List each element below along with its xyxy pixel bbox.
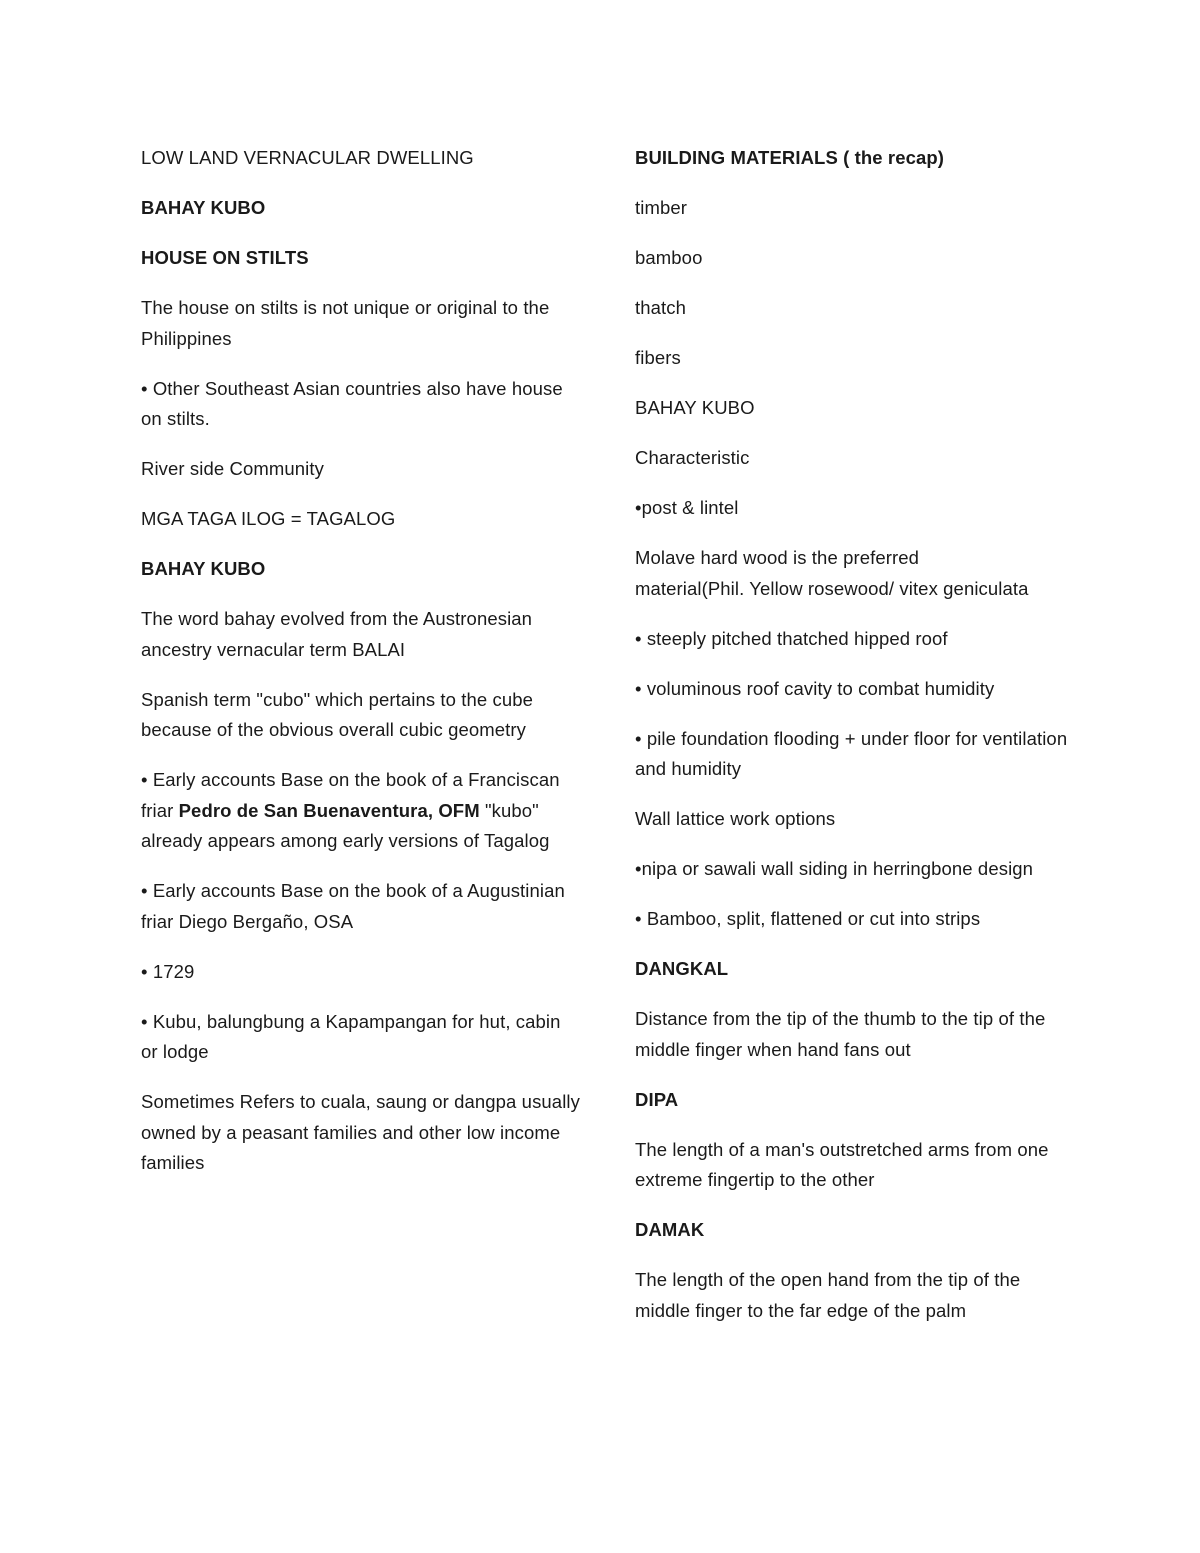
material-fibers: fibers bbox=[635, 347, 681, 368]
heading-building-materials: BUILDING MATERIALS ( the recap) bbox=[635, 147, 945, 168]
paragraph-wall-lattice: Wall lattice work options bbox=[635, 808, 836, 829]
material-timber: timber bbox=[635, 197, 687, 218]
bullet-kubu: • Kubu, balungbung a Kapampangan for hut, cabin or lodge bbox=[141, 1010, 561, 1062]
bullet-post-lintel: •post & lintel bbox=[635, 497, 739, 518]
heading-bahay-kubo: BAHAY KUBO bbox=[141, 197, 266, 218]
bullet-franciscan-friar bbox=[141, 765, 581, 857]
paragraph-molave-line-1: Molave hard wood is the preferred bbox=[635, 547, 920, 568]
heading-dipa: DIPA bbox=[635, 1088, 679, 1110]
paragraph-taga-ilog: MGA TAGA ILOG = TAGALOG bbox=[141, 508, 396, 529]
heading-house-on-stilts: HOUSE ON STILTS bbox=[141, 247, 309, 268]
material-thatch: thatch bbox=[635, 297, 686, 318]
bullet-voluminous-roof: • voluminous roof cavity to combat humidity bbox=[635, 677, 995, 699]
bullet-nipa-sawali: •nipa or sawali wall siding in herringbone design bbox=[635, 858, 1034, 879]
bullet-steeply-pitched: • steeply pitched thatched hipped roof bbox=[635, 627, 948, 649]
paragraph-molave bbox=[635, 543, 1075, 604]
bullet-franciscan-text-start: • Early accounts Base on the book of a Franciscan friar bbox=[141, 769, 560, 821]
heading-low-land-dwelling: LOW LAND VERNACULAR DWELLING bbox=[141, 147, 474, 168]
heading-bahay-kubo-2: BAHAY KUBO bbox=[141, 558, 266, 579]
bullet-augustinian-friar: • Early accounts Base on the book of a Augustinian friar Diego Bergaño, OSA bbox=[141, 880, 565, 932]
heading-damak: DAMAK bbox=[635, 1219, 705, 1240]
bullet-pile-foundation: • pile foundation flooding + under floor for ventilation and humidity bbox=[635, 727, 1068, 779]
bullet-year-1729: • 1729 bbox=[141, 960, 195, 982]
heading-bahay-kubo-right: BAHAY KUBO bbox=[635, 397, 755, 418]
paragraph-spanish-term: Spanish term "cubo" which pertains to the cube because of the obvious overall cubic geometry bbox=[141, 688, 534, 740]
paragraph-word-bahay: The word bahay evolved from the Austronesian ancestry vernacular term BALAI bbox=[141, 608, 533, 660]
paragraph-sometimes-refers: Sometimes Refers to cuala, saung or dangpa usually owned by a peasant families and other low income families bbox=[141, 1091, 580, 1173]
bullet-franciscan-name: Pedro de San Buenaventura, OFM bbox=[178, 799, 480, 821]
left-column bbox=[141, 143, 581, 1198]
paragraph-river-side: River side Community bbox=[141, 458, 324, 479]
material-bamboo: bamboo bbox=[635, 247, 703, 268]
paragraph-characteristic: Characteristic bbox=[635, 447, 750, 468]
bullet-bamboo-split: • Bamboo, split, flattened or cut into strips bbox=[635, 908, 981, 929]
heading-dangkal: DANGKAL bbox=[635, 958, 729, 979]
paragraph-dipa: The length of a man's outstretched arms from one extreme fingertip to the other bbox=[635, 1138, 1049, 1190]
bullet-southeast-asia: • Other Southeast Asian countries also have house on stilts. bbox=[141, 377, 563, 429]
paragraph-stilts-not-unique: The house on stilts is not unique or original to the Philippines bbox=[141, 297, 550, 349]
paragraph-damak: The length of the open hand from the tip of the middle finger to the far edge of the palm bbox=[635, 1269, 1021, 1321]
bullet-franciscan-text-end: "kubo" already appears among early versions of Tagalog bbox=[141, 799, 550, 851]
right-column bbox=[635, 143, 1075, 1346]
paragraph-dangkal: Distance from the tip of the thumb to the tip of the middle finger when hand fans out bbox=[635, 1008, 1046, 1060]
paragraph-molave-line-2: material(Phil. Yellow rosewood/ vitex geniculata bbox=[635, 577, 1029, 599]
